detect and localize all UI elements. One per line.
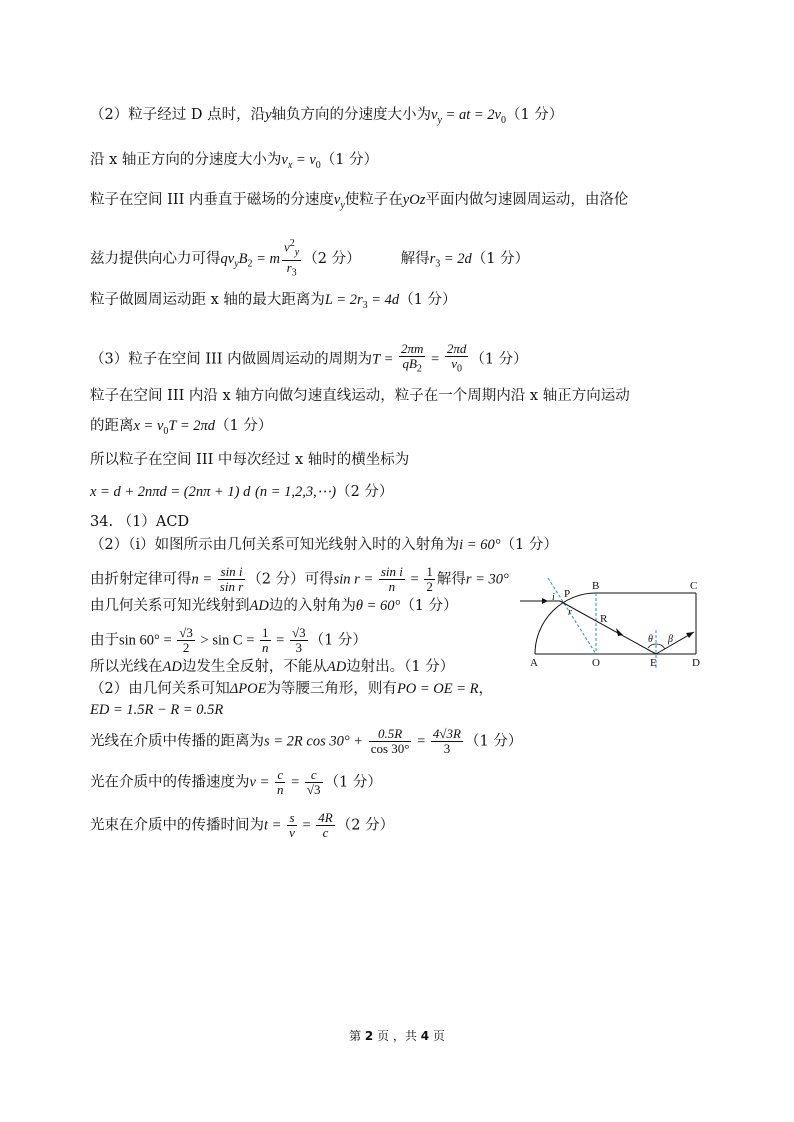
label-b: B xyxy=(592,580,600,592)
incident-arrow xyxy=(542,598,548,604)
text-line-16: 所以光线在AD边发生全反射，不能从AD边射出。（1 分） xyxy=(90,659,455,675)
fraction: $\frac{c}{√3}$ xyxy=(306,767,321,797)
refracted-ray xyxy=(560,601,656,654)
fraction: $\frac{2\pi d}{v_0}$ xyxy=(446,341,467,375)
fraction: $\frac{\text{sin i}}{n}$ xyxy=(380,564,403,594)
label-r-radius: R xyxy=(600,613,608,625)
label-e: E xyxy=(650,657,657,669)
label-o: O xyxy=(592,657,600,669)
text-line-3: 粒子在空间 III 内垂直于磁场的分速度$v_y$使粒子在yOz平面内做匀速圆周运动，由洛伦 xyxy=(90,192,629,211)
label-a: A xyxy=(530,657,538,669)
refracted-arrow xyxy=(616,628,623,636)
fraction: $\frac{1}{2}$ xyxy=(426,564,433,594)
text-line-2: 沿 x 轴正方向的分速度大小为$v_x = v_0(1$ 分） xyxy=(90,152,379,171)
page-footer: 第 2 页 ，共 4 页 xyxy=(349,1029,445,1043)
fraction: $\frac{s}{v}$ xyxy=(289,810,295,840)
fraction: $\frac{√3}{3}$ xyxy=(291,625,306,655)
angle-beta-arc xyxy=(656,644,665,649)
fraction: $\frac{v^2_y}{r_3}$ xyxy=(284,238,300,279)
fraction: $\frac{4√3R}{3}$ xyxy=(432,726,461,756)
text-line-15: 由于sin 60° = $\frac{√3}{2}$ > sin C = $\frac{1}{n}$ = $\frac{√3}{3}$ （1 分） xyxy=(90,625,367,655)
fraction: $\frac{0.5R}{\cos 30^\circ}$ xyxy=(370,726,410,756)
text-line-1: （2）粒子经过 D 点时，沿y轴负方向的分速度大小为$v_y$ = at = $2v_0(1$ 分） xyxy=(90,107,564,126)
text-line-6: （3）粒子在空间 III 内做圆周运动的周期为T = $\frac{2\pi m}{qB_2}$ = $\frac{2\pi d}{v_0}$ （1 分） xyxy=(90,341,528,375)
text-line-14: 由几何关系可知光线射到AD边的入射角为θ = 60°（1 分） xyxy=(90,598,458,614)
fraction: $\frac{√3}{2}$ xyxy=(179,625,193,655)
text-line-8: 的距离$x = v_0T = 2\pi d(1$ 分） xyxy=(90,418,273,437)
text-line-21: 光束在介质中的传播时间为t = $\frac{s}{v}$ = $\frac{4R}{c}$ （2 分） xyxy=(90,810,395,840)
fraction: $\frac{4R}{c}$ xyxy=(318,810,333,840)
text-line-18: ED = 1.5R − R = 0.5R xyxy=(90,702,224,718)
text-line-13: 由折射定律可得n = $\frac{\text{sin i}}{\text{sin r}}$ （2 分）可得sin r = $\frac{\text{sin i}}{n}$ = $\frac{1}{2}$ 解得r = 30° xyxy=(90,564,509,594)
label-d: D xyxy=(692,657,700,669)
label-p: P xyxy=(564,588,571,600)
text-line-12: （2）（i）如图所示由几何关系可知光线射入时的入射角为i = 60°（1 分） xyxy=(90,537,558,553)
label-theta: θ xyxy=(648,634,653,645)
optics-diagram xyxy=(520,570,710,670)
reflected-arrow xyxy=(686,632,694,638)
label-beta: β xyxy=(668,634,673,645)
text-line-9: 所以粒子在空间 III 中每次经过 x 轴时的横坐标为 xyxy=(90,452,410,468)
label-r-angle: r xyxy=(568,607,572,618)
text-line-19: 光线在介质中传播的距离为s = 2R cos 30° + $\frac{0.5R}{\cos 30^\circ}$ = $\frac{4√3R}{3}$ （1 分） xyxy=(90,726,523,756)
text-line-10: x = d + 2nπd = (2nπ + 1) d (n = 1,2,3,⋯)（2 分） xyxy=(90,484,394,500)
fraction: $\frac{c}{n}$ xyxy=(276,767,284,797)
text-line-5: 粒子做圆周运动距 x 轴的最大距离为$L = 2r_3 = 4d(1$ 分） xyxy=(90,292,457,311)
text-line-11: 34. （1）ACD xyxy=(90,514,190,530)
text-line-4: 兹力提供向心力可得$qv_yB_2 = m$ $\frac{v^2_y}{r_3}$ （2 分） 解得$r_3 = 2d(1$ 分） xyxy=(90,238,530,279)
text-line-20: 光在介质中的传播速度为v = $\frac{c}{n}$ = $\frac{c}{√3}$ （1 分） xyxy=(90,767,382,797)
text-line-17: （2）由几何关系可知ΔPOE为等腰三角形，则有PO = OE = R， xyxy=(90,681,494,697)
label-c: C xyxy=(690,580,698,592)
label-i: i xyxy=(552,592,555,603)
fraction: $\frac{\text{sin i}}{\text{sin r}}$ xyxy=(219,564,244,594)
fraction: $\frac{1}{n}$ xyxy=(262,625,269,655)
normal-p xyxy=(548,578,596,654)
fraction: $\frac{2\pi m}{qB_2}$ xyxy=(400,341,424,375)
text-line-7: 粒子在空间 III 内沿 x 轴方向做匀速直线运动，粒子在一个周期内沿 x 轴正方向运动 xyxy=(90,388,630,404)
